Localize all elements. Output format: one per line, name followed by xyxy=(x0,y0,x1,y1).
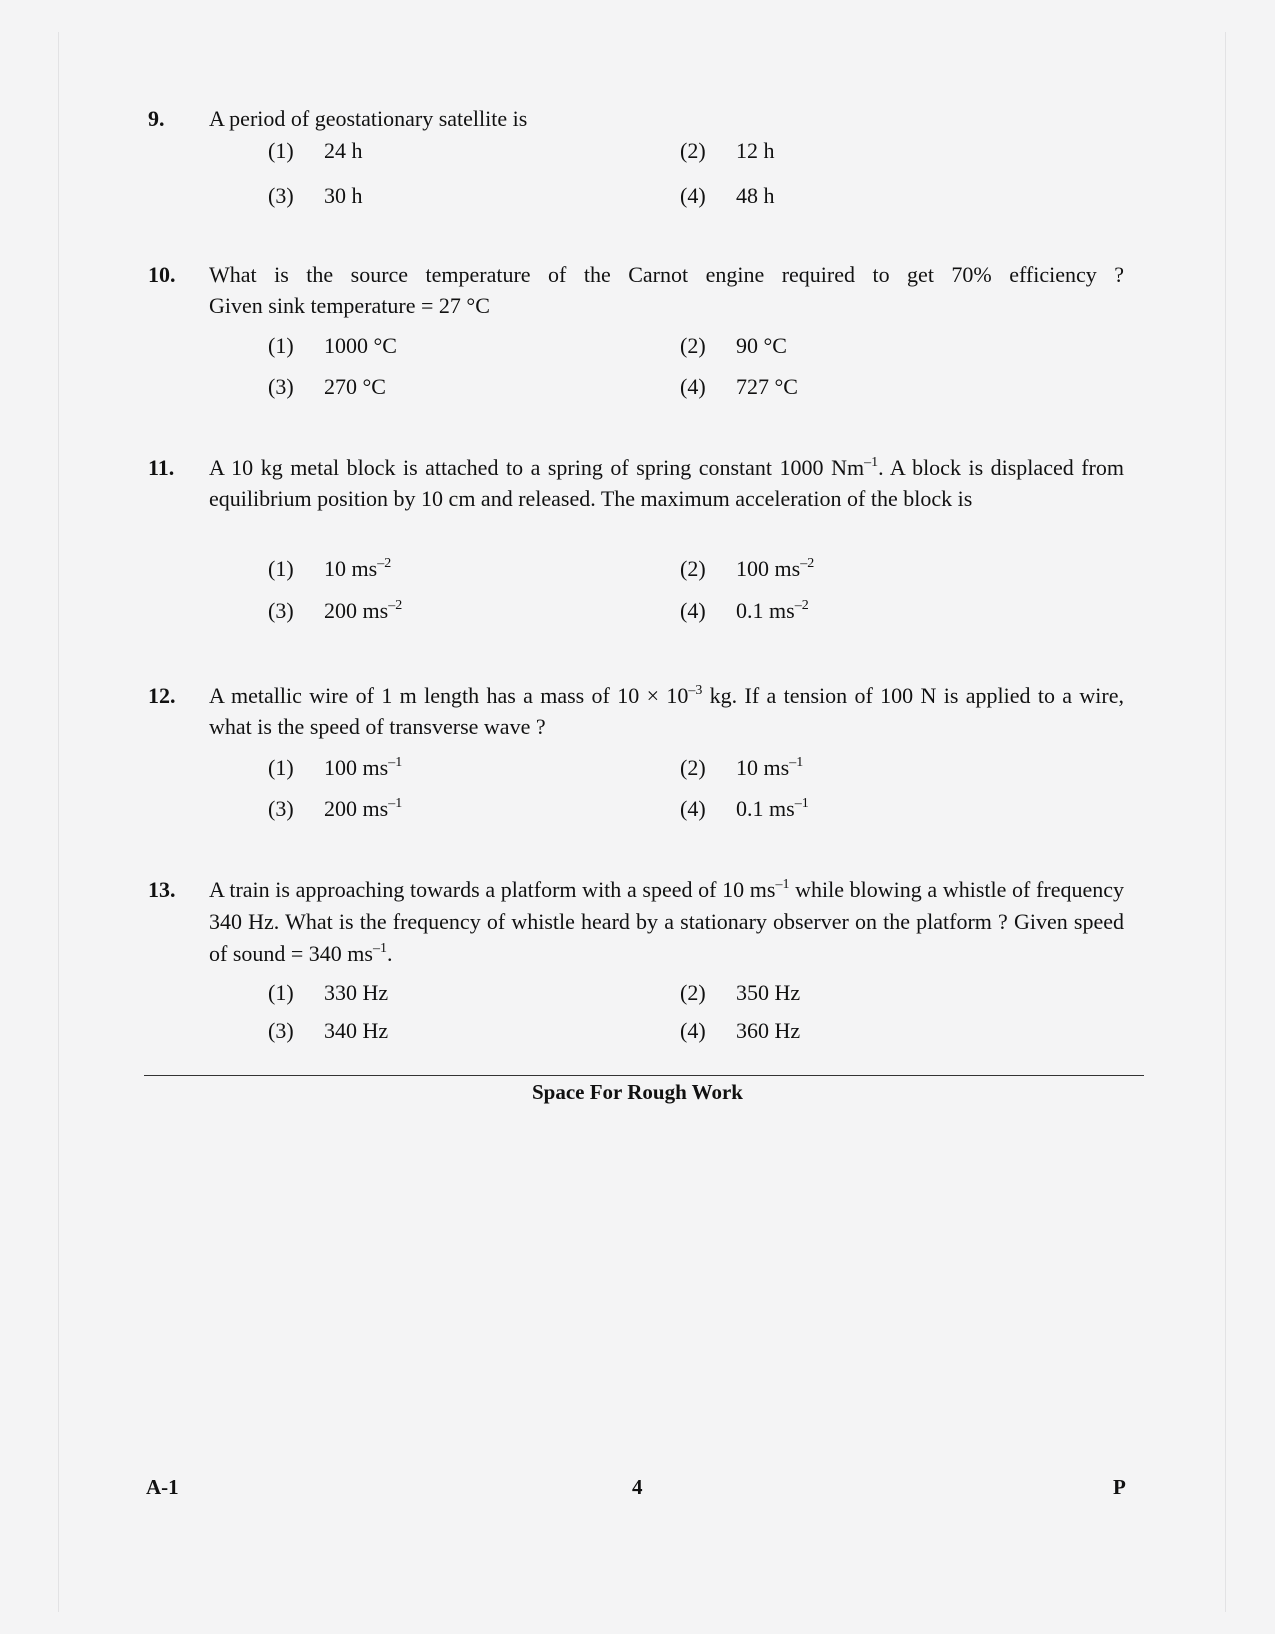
option-9-2[interactable]: (2) 12 h xyxy=(680,138,775,163)
option-12-1[interactable]: (1) 100 $ms^{-1}$ xyxy=(268,755,403,780)
question-text: A metallic wire of 1 m length has a mass of $10 \times 10^{-3}$ kg. If a tension of 100 N is applied to a wire, what is the speed of transverse wave ? xyxy=(209,683,1125,739)
question-text: A 10 kg metal block is attached to a spring of spring constant 1000 $Nm^{-1}$. A block is displaced from equilibrium position by 10 cm and released. The maximum acceleration of the block is xyxy=(209,455,1124,511)
option-12-2[interactable]: (2) 10 $ms^{-1}$ xyxy=(680,755,804,780)
option-13-4[interactable]: (4) 360 Hz xyxy=(680,1018,801,1043)
option-13-3[interactable]: (3) 340 Hz xyxy=(268,1018,389,1043)
question-number: 9. xyxy=(148,106,165,131)
option-12-4[interactable]: (4) 0.1 $ms^{-1}$ xyxy=(680,796,809,821)
question-text: A period of geostationary satellite is xyxy=(209,106,528,131)
rough-work-label: Space For Rough Work xyxy=(531,1080,743,1104)
option-12-3[interactable]: (3) 200 $ms^{-1}$ xyxy=(268,796,403,821)
option-10-3[interactable]: (3) 270 °C xyxy=(268,374,386,399)
option-10-1[interactable]: (1) 1000 °C xyxy=(268,333,397,358)
option-11-3[interactable]: (3) 200 $ms^{-2}$ xyxy=(268,598,403,623)
question-number: 13. xyxy=(148,877,176,902)
option-11-4[interactable]: (4) 0.1 $ms^{-2}$ xyxy=(680,598,809,623)
option-11-1[interactable]: (1) 10 $ms^{-2}$ xyxy=(268,556,392,581)
option-9-4[interactable]: (4) 48 h xyxy=(680,183,775,208)
question-number: 11. xyxy=(148,455,175,480)
question-number: 12. xyxy=(148,683,176,708)
footer-page-number: 4 xyxy=(632,1475,643,1499)
divider-rule xyxy=(144,1075,1144,1076)
option-13-2[interactable]: (2) 350 Hz xyxy=(680,980,801,1005)
option-10-2[interactable]: (2) 90 °C xyxy=(680,333,787,358)
question-text: A train is approaching towards a platform with a speed of 10 $ms^{-1}$ while blowing a whistle of frequency 340 Hz. What is the frequency of whistle heard by a stationary observer on the platform ? Given speed of sound = 340 $ms^{-1}$. xyxy=(209,877,1124,966)
question-text-line1: What is the source temperature of the Carnot engine required to get 70% efficiency ? xyxy=(209,262,1124,287)
footer-series: P xyxy=(1113,1475,1126,1499)
option-11-2[interactable]: (2) 100 $ms^{-2}$ xyxy=(680,556,815,581)
question-number: 10. xyxy=(148,262,176,287)
option-9-1[interactable]: (1) 24 h xyxy=(268,138,363,163)
footer-code: A-1 xyxy=(146,1475,179,1499)
option-10-4[interactable]: (4) 727 °C xyxy=(680,374,798,399)
question-text-line2: Given sink temperature = 27 °C xyxy=(209,293,490,318)
option-9-3[interactable]: (3) 30 h xyxy=(268,183,363,208)
option-13-1[interactable]: (1) 330 Hz xyxy=(268,980,389,1005)
